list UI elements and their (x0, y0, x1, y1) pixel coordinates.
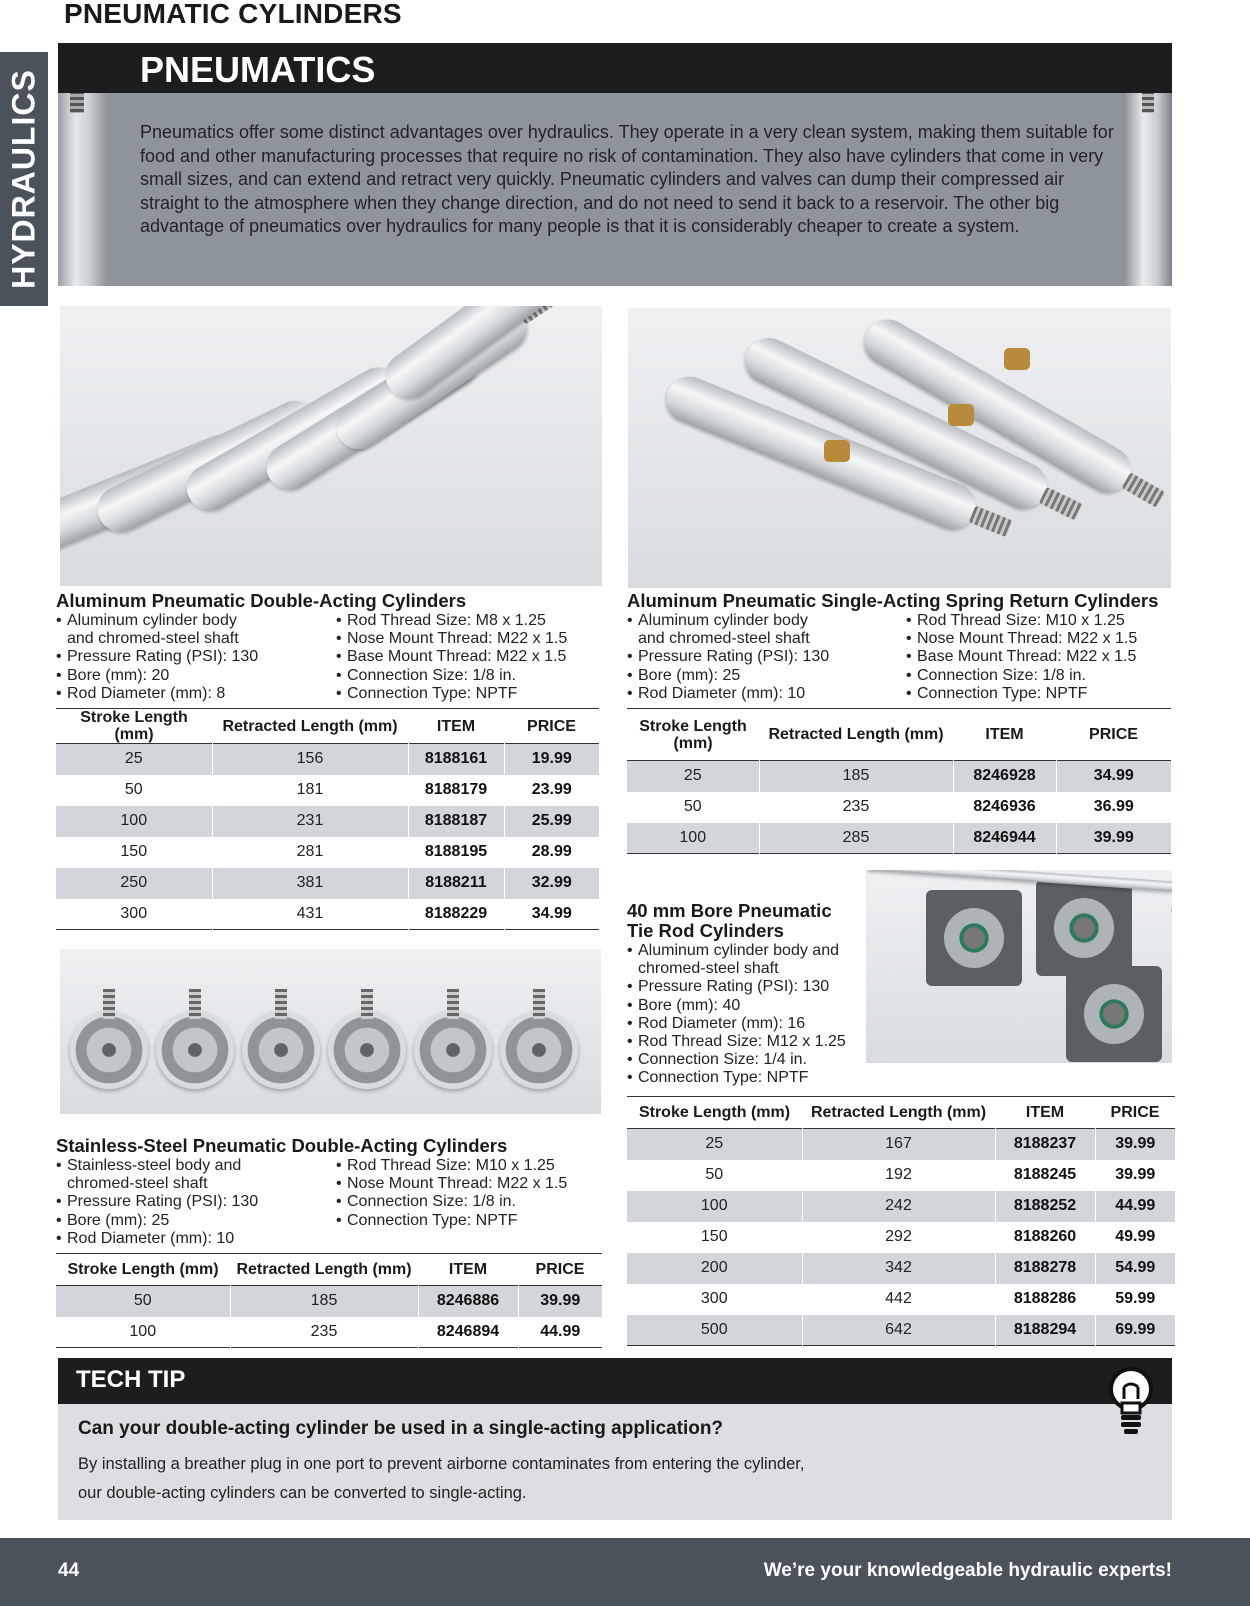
retracted-cell: 281 (212, 837, 408, 868)
pneumatics-banner (58, 43, 1172, 286)
stainless-double-acting-title: Stainless-Steel Pneumatic Double-Acting Cylinders (56, 1135, 508, 1156)
banner-title: PNEUMATICS (140, 49, 376, 90)
price-cell: 32.99 (531, 874, 572, 891)
table-row (56, 868, 599, 899)
item-cell: 8188195 (408, 837, 504, 868)
item-cell: 8188229 (408, 899, 504, 930)
stroke-cell: 100 (56, 1317, 230, 1348)
stainless-double-acting-specs-right (336, 1157, 606, 1230)
spec-item: • Bore (mm): 25 (56, 1212, 336, 1230)
tech-tip-question: Can your double-acting cylinder be used in a single-acting application? (78, 1418, 724, 1439)
tech-tip-panel (58, 1358, 1172, 1520)
price-cell: 69.99 (1115, 1320, 1156, 1338)
banner-text: Pneumatics offer some distinct advantages over hydraulics. They operate in a very clean system, making them suitable for food and other manufacturing processes that require no risk of contamination. They also have cylinders that come in very small sizes, and can extend and retract very quickly. Pneumatic cylinders and valves can dump their compressed air straight to the atmosphere when they change direction, and do not need to send it back to a reservoir. The other big advantage of pneumatics over hydraulics for many people is that it is considerably cheaper to create a system. (140, 122, 1114, 236)
column-header: PRICE (535, 1261, 585, 1278)
table-row (56, 806, 599, 837)
item-cell: 8188294 (995, 1315, 1095, 1346)
item-cell: 8246944 (953, 823, 1056, 854)
tie-rod-cylinders-photo (866, 870, 1172, 1063)
retracted-cell: 285 (759, 823, 953, 854)
stroke-cell: 100 (56, 806, 212, 837)
side-tab-label: HYDRAULICS (5, 69, 42, 289)
stroke-cell: 50 (56, 1286, 230, 1317)
table-row (627, 1315, 1175, 1346)
stroke-cell: 100 (627, 823, 759, 854)
price-cell: 39.99 (1115, 1135, 1156, 1153)
retracted-cell: 381 (212, 868, 408, 899)
tie-rod-specs (627, 942, 867, 1088)
item-cell: 8188179 (408, 775, 504, 806)
column-header: Stroke Length (mm) (67, 1261, 219, 1278)
retracted-cell: 231 (212, 806, 408, 837)
retracted-cell: 442 (802, 1284, 995, 1315)
tie-rod-title-line1: 40 mm Bore Pneumatic (627, 900, 832, 921)
item-cell: 8246928 (953, 761, 1056, 792)
item-cell: 8188245 (995, 1160, 1095, 1191)
price-cell: 19.99 (531, 750, 572, 768)
price-cell: 36.99 (1093, 798, 1134, 815)
lightbulb-icon (1104, 1363, 1158, 1439)
column-header: Retracted Length (mm) (222, 717, 398, 735)
stroke-cell: 50 (627, 792, 759, 823)
page-footer (0, 1538, 1250, 1606)
spec-item: • Bore (mm): 25 (627, 667, 907, 685)
retracted-cell: 431 (212, 899, 408, 930)
stroke-cell: 100 (627, 1191, 802, 1222)
table-row (56, 1317, 602, 1348)
aluminum-single-acting-table (627, 708, 1171, 854)
item-cell: 8246936 (953, 792, 1056, 823)
table-row (56, 1286, 602, 1317)
tie-rod-title-line2: Tie Rod Cylinders (627, 920, 784, 941)
table-row (627, 1191, 1175, 1222)
column-header: ITEM (436, 717, 476, 735)
spec-item: • Connection Size: 1/8 in. (906, 667, 1176, 685)
spec-item: • Base Mount Thread: M22 x 1.5 (906, 648, 1176, 666)
retracted-cell: 235 (759, 792, 953, 823)
retracted-cell: 185 (759, 761, 953, 792)
aluminum-double-acting-specs-left (56, 612, 336, 703)
column-header: Retracted Length (mm) (810, 1104, 987, 1121)
spec-item: • Pressure Rating (PSI): 130 (56, 1193, 336, 1211)
tech-tip-answer-line1: By installing a breather plug in one port to prevent airborne contaminates from entering the cylinder, (78, 1455, 805, 1473)
stroke-cell: 50 (56, 775, 212, 806)
price-cell: 44.99 (540, 1322, 581, 1340)
table-row (56, 775, 599, 806)
spec-item: • Stainless-steel body and chromed-steel shaft (56, 1157, 266, 1193)
retracted-cell: 292 (802, 1222, 995, 1253)
stainless-double-acting-specs-left (56, 1157, 336, 1248)
spec-item: • Nose Mount Thread: M22 x 1.5 (336, 1175, 606, 1193)
table-row (627, 792, 1171, 823)
column-header: ITEM (985, 726, 1024, 743)
tie-rod-title (627, 901, 832, 941)
table-row (627, 1222, 1175, 1253)
stroke-cell: 500 (627, 1315, 802, 1346)
retracted-cell: 192 (802, 1160, 995, 1191)
spec-item: • Rod Diameter (mm): 10 (56, 1230, 336, 1248)
spec-item: • Connection Type: NPTF (906, 685, 1176, 703)
retracted-cell: 342 (802, 1253, 995, 1284)
column-header: ITEM (1025, 1104, 1065, 1121)
table-row (627, 1160, 1175, 1191)
stroke-cell: 150 (56, 837, 212, 868)
stroke-cell: 25 (627, 761, 759, 792)
retracted-cell: 181 (212, 775, 408, 806)
price-cell: 34.99 (1093, 767, 1134, 785)
retracted-cell: 235 (230, 1317, 418, 1348)
tech-tip-title: TECH TIP (76, 1366, 186, 1393)
spec-item: • Pressure Rating (PSI): 130 (627, 978, 867, 996)
spec-item: • Bore (mm): 20 (56, 667, 336, 685)
tech-tip-answer (78, 1450, 878, 1508)
spec-item: • Connection Type: NPTF (336, 685, 606, 703)
spec-item: • Rod Diameter (mm): 10 (627, 685, 907, 703)
table-row (627, 823, 1171, 854)
retracted-cell: 185 (230, 1286, 418, 1317)
spec-item: • Nose Mount Thread: M22 x 1.5 (336, 630, 606, 648)
stainless-double-acting-table (56, 1253, 602, 1348)
spec-item: • Aluminum cylinder body and chromed-steel shaft (56, 612, 266, 648)
spec-item: • Pressure Rating (PSI): 130 (56, 648, 336, 666)
stroke-cell: 250 (56, 868, 212, 899)
table-row (627, 1284, 1175, 1315)
column-header: PRICE (1089, 726, 1138, 743)
table-row (56, 744, 599, 775)
item-cell: 8246886 (418, 1286, 518, 1317)
stroke-cell: 25 (56, 744, 212, 775)
stroke-cell: 25 (627, 1129, 802, 1160)
item-cell: 8188237 (995, 1129, 1095, 1160)
stroke-cell: 300 (56, 899, 212, 930)
spec-item: • Connection Type: NPTF (336, 1212, 606, 1230)
item-cell: 8188161 (408, 744, 504, 775)
spec-item: • Connection Type: NPTF (627, 1069, 867, 1087)
spec-item: • Rod Thread Size: M10 x 1.25 (336, 1157, 606, 1175)
table-row (56, 837, 599, 868)
column-header: Retracted Length (mm) (768, 726, 944, 743)
stroke-cell: 150 (627, 1222, 802, 1253)
retracted-cell: 242 (802, 1191, 995, 1222)
table-row (627, 761, 1171, 792)
price-cell: 34.99 (531, 904, 572, 922)
stainless-double-acting-photo (60, 949, 601, 1114)
page-number: 44 (58, 1560, 80, 1581)
spec-item: • Connection Size: 1/4 in. (627, 1051, 867, 1069)
aluminum-double-acting-specs-right (336, 612, 606, 703)
column-header: PRICE (527, 717, 576, 735)
side-tab (0, 52, 48, 306)
spec-item: • Aluminum cylinder body and chromed-steel shaft (627, 942, 862, 978)
retracted-cell: 167 (802, 1129, 995, 1160)
item-cell: 8188211 (408, 868, 504, 899)
stroke-cell: 200 (627, 1253, 802, 1284)
aluminum-single-acting-photo (628, 308, 1171, 588)
column-header: ITEM (448, 1261, 488, 1278)
aluminum-double-acting-photo (60, 306, 602, 586)
spec-item: • Base Mount Thread: M22 x 1.5 (336, 648, 606, 666)
tie-rod-table (627, 1096, 1175, 1346)
spec-item: • Rod Diameter (mm): 8 (56, 685, 336, 703)
price-cell: 25.99 (531, 812, 572, 829)
aluminum-single-acting-specs-right (906, 612, 1176, 703)
item-cell: 8188286 (995, 1284, 1095, 1315)
tech-tip-answer-line2: our double-acting cylinders can be converted to single-acting. (78, 1484, 527, 1502)
column-header: Retracted Length (mm) (236, 1261, 412, 1278)
spec-item: • Rod Thread Size: M12 x 1.25 (627, 1033, 867, 1051)
aluminum-double-acting-title: Aluminum Pneumatic Double-Acting Cylinders (56, 590, 467, 611)
stroke-cell: 300 (627, 1284, 802, 1315)
table-row (56, 899, 599, 930)
column-header: Stroke Length (mm) (80, 709, 188, 743)
table-row (627, 1253, 1175, 1284)
aluminum-single-acting-specs-left (627, 612, 907, 703)
spec-item: • Connection Size: 1/8 in. (336, 667, 606, 685)
footer-tagline: We’re your knowledgeable hydraulic experts! (763, 1560, 1172, 1581)
spec-item: • Bore (mm): 40 (627, 997, 867, 1015)
aluminum-double-acting-table (56, 708, 599, 930)
column-header: Stroke Length (mm) (638, 1104, 791, 1121)
retracted-cell: 642 (802, 1315, 995, 1346)
item-cell: 8188187 (408, 806, 504, 837)
table-row (627, 1129, 1175, 1160)
spec-item: • Nose Mount Thread: M22 x 1.5 (906, 630, 1176, 648)
spec-item: • Rod Diameter (mm): 16 (627, 1015, 867, 1033)
page-header: PNEUMATIC CYLINDERS (64, 0, 402, 29)
column-header: Stroke Length (mm) (639, 717, 747, 752)
tech-tip-title-bar (58, 1358, 1172, 1404)
item-cell: 8188278 (995, 1253, 1095, 1284)
price-cell: 54.99 (1115, 1259, 1156, 1276)
spec-item: • Rod Thread Size: M10 x 1.25 (906, 612, 1176, 630)
price-cell: 39.99 (540, 1292, 581, 1310)
price-cell: 39.99 (1115, 1166, 1156, 1183)
retracted-cell: 156 (212, 744, 408, 775)
stroke-cell: 50 (627, 1160, 802, 1191)
aluminum-single-acting-title: Aluminum Pneumatic Single-Acting Spring Return Cylinders (627, 590, 1159, 611)
item-cell: 8246894 (418, 1317, 518, 1348)
price-cell: 49.99 (1115, 1228, 1156, 1245)
item-cell: 8188260 (995, 1222, 1095, 1253)
price-cell: 59.99 (1115, 1290, 1156, 1307)
item-cell: 8188252 (995, 1191, 1095, 1222)
spec-item: • Aluminum cylinder body and chromed-steel shaft (627, 612, 837, 648)
column-header: PRICE (1110, 1104, 1160, 1121)
spec-item: • Connection Size: 1/8 in. (336, 1193, 606, 1211)
price-cell: 23.99 (531, 781, 572, 798)
spec-item: • Rod Thread Size: M8 x 1.25 (336, 612, 606, 630)
spec-item: • Pressure Rating (PSI): 130 (627, 648, 907, 666)
price-cell: 28.99 (531, 843, 572, 860)
price-cell: 39.99 (1093, 828, 1134, 846)
price-cell: 44.99 (1115, 1197, 1156, 1214)
